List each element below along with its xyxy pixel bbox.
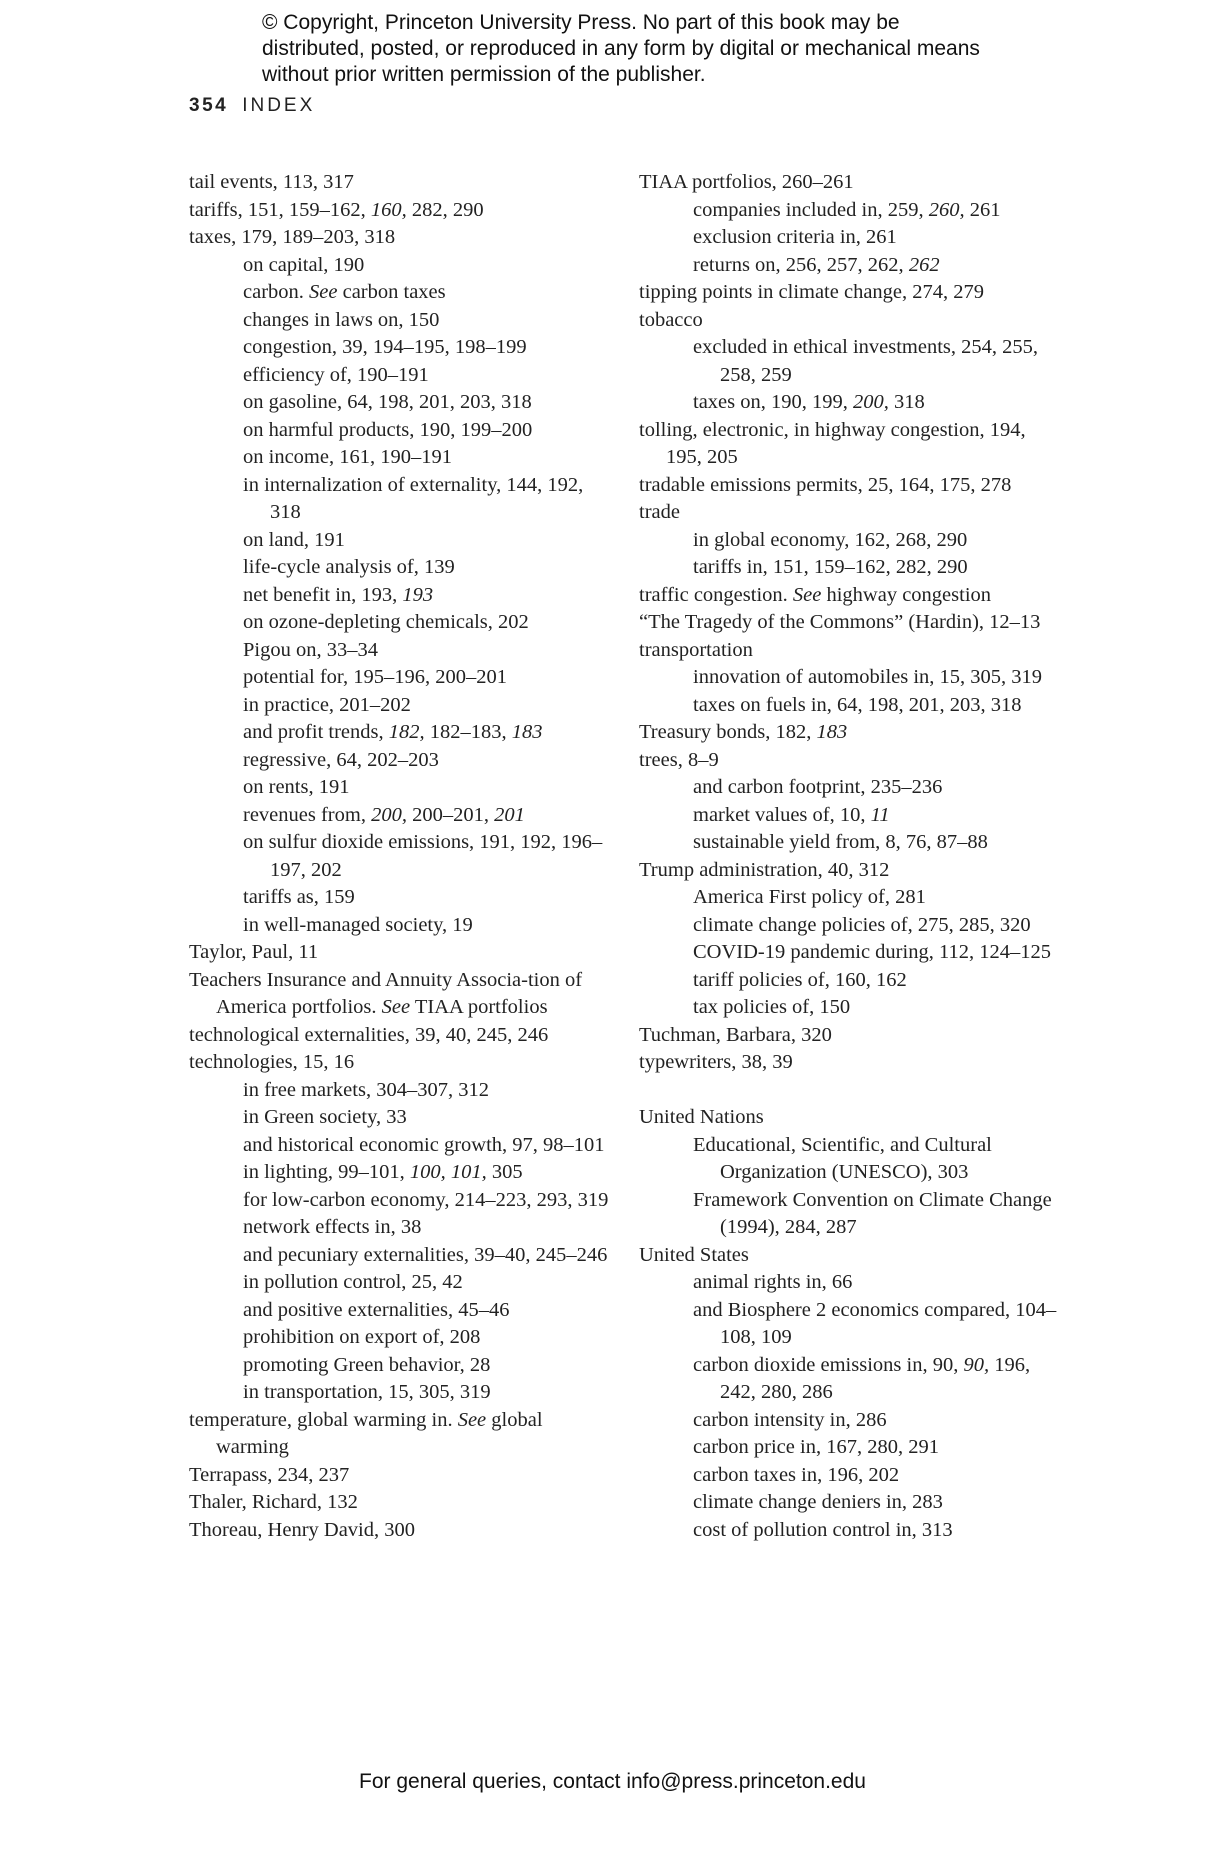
index-entry xyxy=(189,939,609,967)
index-subentry xyxy=(639,527,1059,555)
entry-text: tobacco xyxy=(639,308,703,331)
index-entry xyxy=(639,307,1059,335)
index-subentry xyxy=(189,609,609,637)
italic-text: 90, xyxy=(963,1353,990,1376)
entry-text: temperature, global warming in. xyxy=(189,1408,458,1431)
page-number: 354 xyxy=(189,95,229,116)
index-subentry xyxy=(639,1297,1059,1352)
index-subentry xyxy=(639,334,1059,389)
index-column-right xyxy=(639,169,1059,1544)
entry-text: trade xyxy=(639,501,680,523)
entry-text: tolling, electronic, in highway congestion, 194, 195, 205 xyxy=(639,418,1026,468)
entry-text: life-cycle analysis of, 139 xyxy=(243,556,455,578)
index-entry xyxy=(639,582,1059,610)
entry-text: carbon intensity in, 286 xyxy=(693,1408,887,1431)
index-entry xyxy=(189,224,609,252)
entry-text: promoting Green behavior, 28 xyxy=(243,1353,491,1376)
index-subentry xyxy=(189,637,609,665)
entry-text: market values of, 10, xyxy=(693,803,871,826)
entry-text: Educational, Scientific, and Cultural Organization (UNESCO), 303 xyxy=(693,1133,992,1183)
index-subentry xyxy=(189,829,609,884)
entry-text: in global economy, 162, 268, 290 xyxy=(693,528,968,551)
entry-text: tradable emissions permits, 25, 164, 175, 278 xyxy=(639,473,1012,496)
index-subentry xyxy=(189,1379,609,1407)
entry-text: tariff policies of, 160, 162 xyxy=(693,968,907,991)
italic-text: 201 xyxy=(494,803,525,826)
entry-text: sustainable yield from, 8, 76, 87–88 xyxy=(693,831,988,853)
index-subentry xyxy=(639,664,1059,692)
entry-text: tipping points in climate change, 274, 279 xyxy=(639,281,985,303)
entry-text: TIAA portfolios xyxy=(410,996,548,1018)
entry-text: technologies, 15, 16 xyxy=(189,1051,355,1073)
entry-text: and historical economic growth, 97, 98–101 xyxy=(243,1133,605,1156)
entry-text: regressive, 64, 202–203 xyxy=(243,748,439,771)
index-subentry xyxy=(189,774,609,802)
entry-text: on harmful products, 190, 199–200 xyxy=(243,418,533,441)
index-subentry xyxy=(639,802,1059,830)
entry-text: on rents, 191 xyxy=(243,776,350,798)
entry-text: companies included in, 259, xyxy=(693,198,929,221)
entry-text: on sulfur dioxide emissions, 191, 192, 196–197, 202 xyxy=(243,831,603,881)
index-entry xyxy=(639,1022,1059,1050)
index-entry xyxy=(639,637,1059,665)
entry-text: efficiency of, 190–191 xyxy=(243,363,429,386)
running-head xyxy=(189,95,315,117)
entry-text: net benefit in, 193, xyxy=(243,583,403,606)
italic-text: 262 xyxy=(908,253,940,276)
entry-text: 200–201, xyxy=(406,803,495,826)
index-subentry xyxy=(639,1269,1059,1297)
index-subentry xyxy=(189,692,609,720)
entry-text: Thaler, Richard, 132 xyxy=(189,1491,358,1513)
index-entry xyxy=(639,417,1059,472)
entry-text: congestion, 39, 194–195, 198–199 xyxy=(243,336,527,358)
entry-text: Trump administration, 40, 312 xyxy=(639,858,890,881)
italic-text: 182, xyxy=(388,721,425,743)
entry-text: America First policy of, 281 xyxy=(693,886,926,908)
index-subentry xyxy=(189,1214,609,1242)
entry-text: and carbon footprint, 235–236 xyxy=(693,776,943,798)
entry-text: taxes on, 190, 199, xyxy=(693,391,853,413)
index-subentry xyxy=(639,692,1059,720)
index-subentry xyxy=(189,802,609,830)
entry-text: in transportation, 15, 305, 319 xyxy=(243,1381,491,1403)
entry-text: on gasoline, 64, 198, 201, 203, 318 xyxy=(243,391,532,413)
entry-text: cost of pollution control in, 313 xyxy=(693,1518,953,1541)
index-subentry xyxy=(189,1297,609,1325)
entry-text: excluded in ethical investments, 254, 255, 258, 259 xyxy=(693,336,1039,386)
entry-text: in free markets, 304–307, 312 xyxy=(243,1078,489,1101)
index-subentry xyxy=(189,307,609,335)
entry-text: for low-carbon economy, 214–223, 293, 319 xyxy=(243,1188,609,1211)
index-subentry xyxy=(639,1187,1059,1242)
index-subentry xyxy=(189,554,609,582)
entry-text: COVID-19 pandemic during, 112, 124–125 xyxy=(693,941,1051,963)
italic-text: See xyxy=(309,281,338,303)
entry-text: tariffs in, 151, 159–162, 282, 290 xyxy=(693,556,968,578)
entry-text: and pecuniary externalities, 39–40, 245–246 xyxy=(243,1243,608,1266)
entry-text: Treasury bonds, 182, xyxy=(639,721,817,743)
entry-text: exclusion criteria in, 261 xyxy=(693,226,897,248)
entry-text: carbon dioxide emissions in, 90, xyxy=(693,1353,964,1376)
index-subentry xyxy=(639,197,1059,225)
index-subentry xyxy=(639,1407,1059,1435)
entry-text: in practice, 201–202 xyxy=(243,693,411,716)
index-entry xyxy=(189,1517,609,1545)
index-subentry xyxy=(639,1489,1059,1517)
index-entry xyxy=(639,472,1059,500)
entry-text: tail events, 113, 317 xyxy=(189,171,354,193)
index-subentry xyxy=(189,582,609,610)
italic-text: 183 xyxy=(511,721,543,743)
index-entry xyxy=(639,1242,1059,1270)
index-subentry xyxy=(639,774,1059,802)
index-subentry xyxy=(189,1242,609,1270)
entry-text: on capital, 190 xyxy=(243,253,365,276)
index-subentry xyxy=(639,829,1059,857)
entry-text: Taylor, Paul, 11 xyxy=(189,941,319,963)
italic-text: 193 xyxy=(402,583,434,606)
entry-text: prohibition on export of, 208 xyxy=(243,1326,481,1348)
index-subentry xyxy=(189,884,609,912)
index-entry xyxy=(189,1462,609,1490)
entry-text: in lighting, 99–101, xyxy=(243,1161,410,1183)
entry-text: in internalization of externality, 144, 192, 318 xyxy=(243,473,584,523)
index-subentry xyxy=(189,1077,609,1105)
index-entry xyxy=(189,1407,609,1462)
italic-text: 160, xyxy=(370,198,407,221)
entry-text: revenues from, xyxy=(243,803,372,826)
italic-text: 200, xyxy=(371,803,407,826)
index-subentry xyxy=(639,224,1059,252)
entry-text: potential for, 195–196, 200–201 xyxy=(243,666,507,688)
entry-text: carbon. xyxy=(243,281,310,303)
entry-text: traffic congestion. xyxy=(639,583,793,606)
index-subentry xyxy=(189,719,609,747)
index-subentry xyxy=(189,252,609,280)
index-entry xyxy=(639,169,1059,197)
entry-text: tax policies of, 150 xyxy=(693,996,851,1018)
entry-text: trees, 8–9 xyxy=(639,748,719,771)
index-entry xyxy=(189,1049,609,1077)
index-subentry xyxy=(189,1104,609,1132)
index-subentry xyxy=(189,747,609,775)
entry-text: carbon taxes in, 196, 202 xyxy=(693,1463,900,1486)
index-subentry xyxy=(639,994,1059,1022)
index-subentry xyxy=(639,1517,1059,1545)
entry-text: climate change deniers in, 283 xyxy=(693,1491,943,1513)
index-subentry xyxy=(189,1187,609,1215)
index-subentry xyxy=(189,279,609,307)
index-entry xyxy=(189,1489,609,1517)
index-subentry xyxy=(639,912,1059,940)
entry-text: “The Tragedy of the Commons” (Hardin), 12–13 xyxy=(639,611,1041,633)
index-column-left xyxy=(189,169,609,1544)
index-subentry xyxy=(639,1462,1059,1490)
entry-text: Tuchman, Barbara, 320 xyxy=(639,1023,832,1046)
index-entry xyxy=(639,857,1059,885)
entry-text: 305 xyxy=(486,1161,523,1183)
index-subentry xyxy=(639,939,1059,967)
index-entry xyxy=(189,197,609,225)
entry-text: United Nations xyxy=(639,1106,764,1128)
index-entry xyxy=(189,169,609,197)
index-entry xyxy=(189,1022,609,1050)
entry-text: 196, 242, 280, 286 xyxy=(720,1353,1031,1403)
index-entry xyxy=(639,719,1059,747)
index-entry xyxy=(189,967,609,1022)
index-subentry xyxy=(189,444,609,472)
index-subentry xyxy=(189,664,609,692)
italic-text: 100, 101, xyxy=(409,1161,487,1183)
entry-text: taxes on fuels in, 64, 198, 201, 203, 318 xyxy=(693,693,1022,716)
index-entry xyxy=(639,747,1059,775)
italic-text: 183 xyxy=(816,721,848,743)
entry-text: changes in laws on, 150 xyxy=(243,308,440,331)
index-subentry xyxy=(189,527,609,555)
index-subentry xyxy=(189,472,609,527)
entry-text: on ozone-depleting chemicals, 202 xyxy=(243,611,529,633)
index-subentry xyxy=(639,1434,1059,1462)
entry-text: climate change policies of, 275, 285, 320 xyxy=(693,913,1031,936)
entry-text: technological externalities, 39, 40, 245, 246 xyxy=(189,1023,549,1046)
entry-text: transportation xyxy=(639,638,753,661)
footer-contact: For general queries, contact info@press.princeton.edu xyxy=(359,1770,866,1793)
entry-text: innovation of automobiles in, 15, 305, 319 xyxy=(693,666,1043,688)
index-subentry xyxy=(639,554,1059,582)
entry-text: 318 xyxy=(888,391,925,413)
entry-text: network effects in, 38 xyxy=(243,1216,422,1238)
index-subentry xyxy=(189,1324,609,1352)
entry-text: tariffs, 151, 159–162, xyxy=(189,198,371,221)
entry-text: on land, 191 xyxy=(243,528,345,551)
index-subentry xyxy=(189,417,609,445)
entry-text: highway congestion xyxy=(821,583,992,606)
italic-text: See xyxy=(457,1408,487,1431)
entry-text: 182–183, xyxy=(424,721,512,743)
index-entry xyxy=(639,279,1059,307)
entry-text: and Biosphere 2 economics compared, 104–108, 109 xyxy=(693,1298,1057,1348)
index-subentry xyxy=(639,389,1059,417)
index-entry xyxy=(639,1104,1059,1132)
index-subentry xyxy=(639,252,1059,280)
entry-text: Pigou on, 33–34 xyxy=(243,638,378,661)
index-entry xyxy=(639,499,1059,527)
entry-text: tariffs as, 159 xyxy=(243,886,355,908)
entry-text: animal rights in, 66 xyxy=(693,1271,853,1293)
entry-text: taxes, 179, 189–203, 318 xyxy=(189,226,396,248)
entry-text: returns on, 256, 257, 262, xyxy=(693,253,909,276)
index-subentry xyxy=(639,1352,1059,1407)
entry-text: Terrapass, 234, 237 xyxy=(189,1463,350,1486)
entry-text: in Green society, 33 xyxy=(243,1106,407,1128)
entry-text: typewriters, 38, 39 xyxy=(639,1051,793,1073)
section-title: INDEX xyxy=(242,95,316,116)
index-subentry xyxy=(639,967,1059,995)
index-entry xyxy=(639,609,1059,637)
italic-text: See xyxy=(381,996,411,1018)
index-subentry xyxy=(189,1132,609,1160)
entry-gap xyxy=(639,1077,1059,1105)
entry-text: global warming xyxy=(216,1408,543,1458)
index-subentry xyxy=(189,362,609,390)
index-subentry xyxy=(639,1132,1059,1187)
entry-text: carbon taxes xyxy=(337,281,446,303)
entry-text: on income, 161, 190–191 xyxy=(243,446,452,468)
index-subentry xyxy=(189,1269,609,1297)
entry-text: and profit trends, xyxy=(243,721,389,743)
italic-text: 200, xyxy=(853,391,889,413)
entry-text: Framework Convention on Climate Change (1994), 284, 287 xyxy=(693,1188,1052,1238)
index-subentry xyxy=(639,884,1059,912)
entry-text: TIAA portfolios, 260–261 xyxy=(639,171,854,193)
entry-text: Teachers Insurance and Annuity Associa-tion of America portfolios. xyxy=(189,968,583,1018)
index-entry xyxy=(639,1049,1059,1077)
index-subentry xyxy=(189,334,609,362)
copyright-notice: © Copyright, Princeton University Press. No part of this book may be distributed, posted, or reproduced in any form by digital or mechanical means without prior written permission of the publisher. xyxy=(262,11,980,86)
index-subentry xyxy=(189,389,609,417)
index-subentry xyxy=(189,1159,609,1187)
index-subentry xyxy=(189,1352,609,1380)
entry-text: 261 xyxy=(964,198,1001,221)
entry-text: Thoreau, Henry David, 300 xyxy=(189,1518,416,1541)
index-subentry xyxy=(189,912,609,940)
entry-text: carbon price in, 167, 280, 291 xyxy=(693,1436,939,1458)
entry-text: in well-managed society, 19 xyxy=(243,913,473,936)
entry-text: 282, 290 xyxy=(406,198,484,221)
italic-text: See xyxy=(792,583,822,606)
entry-text: in pollution control, 25, 42 xyxy=(243,1271,463,1293)
italic-text: 260, xyxy=(928,198,965,221)
italic-text: 11 xyxy=(870,803,890,826)
entry-text: and positive externalities, 45–46 xyxy=(243,1298,510,1321)
entry-text: United States xyxy=(639,1243,749,1266)
